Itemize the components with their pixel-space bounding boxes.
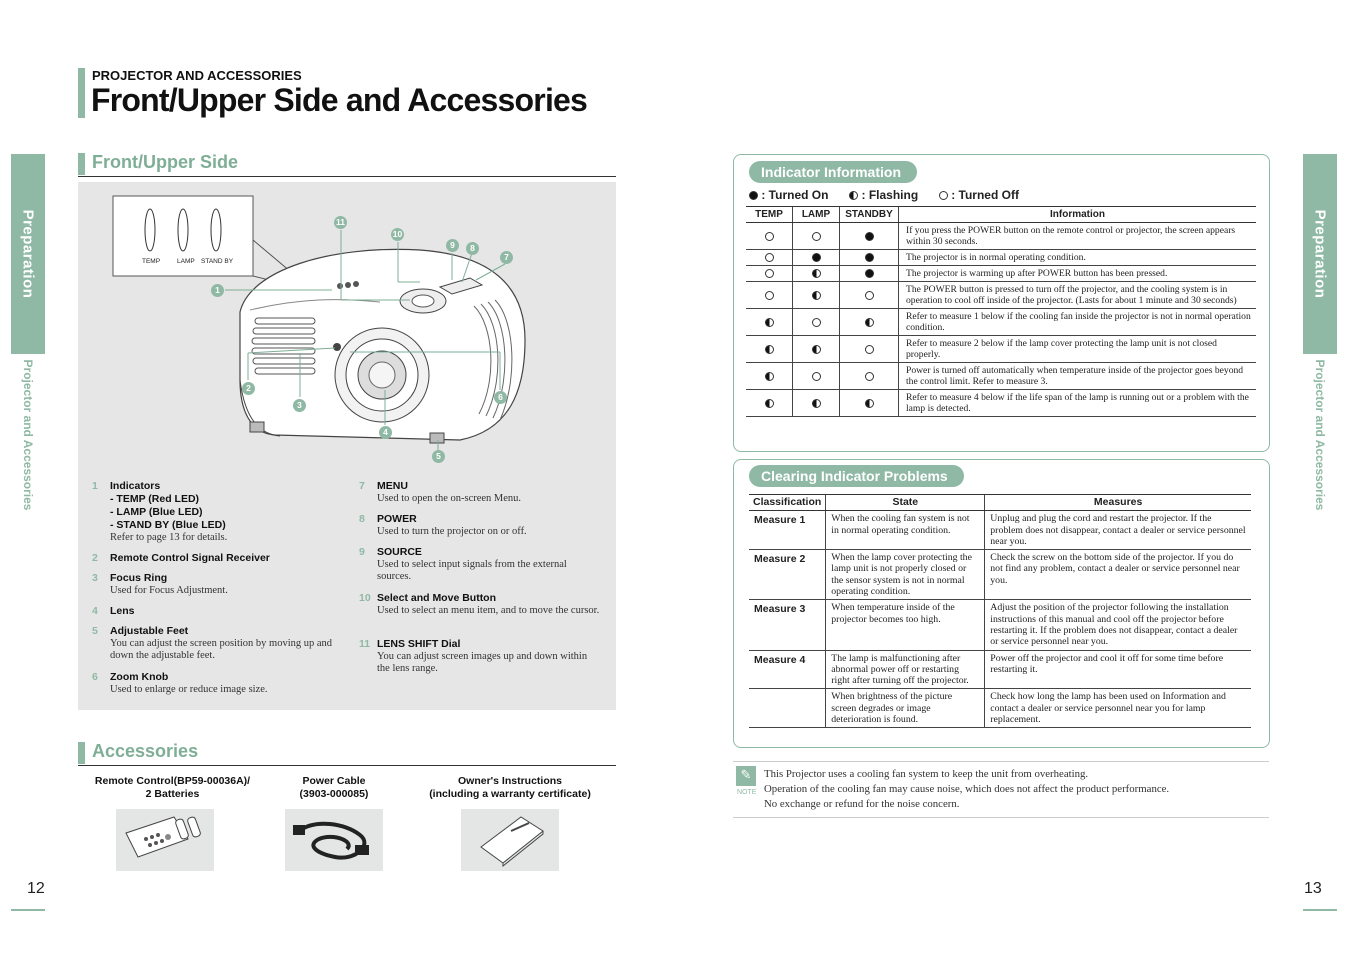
indicator-info: If you press the POWER button on the remote control or projector, the screen appears within 30 seconds. [899, 223, 1257, 250]
side-label-text: Projector and Accessories [21, 359, 35, 511]
clearing-row [749, 511, 1251, 550]
indicator-cell-lamp [793, 223, 840, 250]
part-title: Remote Control Signal Receiver [110, 552, 270, 564]
on-icon [812, 253, 821, 262]
indicator-info: Power is turned off automatically when temperature inside of the projector goes beyond the control limit. Refer to measure 3. [899, 363, 1257, 390]
callout-3: 3 [293, 399, 306, 412]
classification-cell: Measure 3 [749, 600, 826, 650]
indicator-cell-temp [746, 250, 793, 266]
indicator-info: The projector is warming up after POWER button has been pressed. [899, 266, 1257, 282]
callout-6: 6 [494, 391, 507, 404]
indicator-cell-temp [746, 309, 793, 336]
indicator-row [746, 336, 1256, 363]
part-3 [92, 572, 342, 600]
part-title: Indicators [110, 480, 161, 492]
flash-icon [865, 318, 874, 327]
indicator-heading: Indicator Information [749, 161, 917, 183]
flash-icon [765, 399, 774, 408]
indicator-info: Refer to measure 2 below if the lamp cover protecting the lamp unit is not closed properly. [899, 336, 1257, 363]
note-bottom-rule [733, 817, 1269, 818]
accessories-heading-bar [78, 742, 85, 764]
accessory-label-remote [85, 775, 260, 801]
indicator-cell-standby [840, 266, 899, 282]
on-icon [865, 253, 874, 262]
header-measures: Measures [985, 495, 1251, 511]
clearing-row [749, 550, 1251, 600]
callout-7: 7 [500, 251, 513, 264]
indicator-cell-standby [840, 250, 899, 266]
header-standby: STANDBY [840, 207, 899, 223]
classification-cell: Measure 1 [749, 511, 826, 550]
part-title: POWER [377, 513, 417, 525]
indicator-header-row [746, 207, 1256, 223]
part-title: LENS SHIFT Dial [377, 638, 461, 650]
clearing-table [749, 494, 1251, 728]
accessory-name: Remote Control(BP59-00036A)/ [94, 775, 251, 787]
part-number: 11 [359, 638, 371, 650]
header-information: Information [899, 207, 1257, 223]
on-icon [865, 269, 874, 278]
callout-4: 4 [379, 426, 392, 439]
callout-5: 5 [432, 450, 445, 463]
off-icon [939, 191, 948, 200]
part-number: 9 [359, 546, 365, 558]
indicator-row [746, 223, 1256, 250]
header-state: State [826, 495, 985, 511]
temp-led-icon [145, 209, 155, 251]
front-heading: Front/Upper Side [92, 152, 239, 172]
part-number: 3 [92, 572, 98, 584]
off-icon [812, 318, 821, 327]
title-bar [78, 68, 85, 118]
note-top-rule [733, 761, 1269, 762]
indicator-legend [749, 188, 1019, 202]
flash-icon [765, 372, 774, 381]
receiver-icon [333, 343, 341, 351]
part-desc: You can adjust the screen position by moving up and down the adjustable feet. [110, 638, 333, 661]
part-number: 8 [359, 513, 365, 525]
legend-on: : Turned On [761, 188, 829, 202]
flash-icon [812, 345, 821, 354]
part-title: Focus Ring [110, 572, 168, 584]
led-label-standby: STAND BY [201, 258, 234, 265]
part-number: 7 [359, 480, 365, 492]
part-1 [92, 480, 342, 550]
projector-diagram [100, 190, 540, 470]
indicator-info: Refer to measure 4 below if the life span of the lamp is running out or a problem with the lamp is detected. [899, 390, 1257, 417]
indicator-row [746, 250, 1256, 266]
part-9 [359, 546, 604, 586]
indicator-cell-standby [840, 363, 899, 390]
accessory-detail: (3903-000085) [299, 788, 369, 800]
part-title: MENU [377, 480, 408, 492]
part-subline: - TEMP (Red LED) [110, 493, 200, 505]
legend-flash: : Flashing [861, 188, 919, 202]
part-8 [359, 513, 604, 541]
indicator-cell-temp [746, 390, 793, 417]
indicator-cell-lamp [793, 250, 840, 266]
part-number: 10 [359, 592, 371, 604]
side-tab-left [11, 154, 45, 354]
indicator-cell-temp [746, 266, 793, 282]
part-4 [92, 605, 342, 619]
off-icon [765, 232, 774, 241]
indicator-cell-standby [840, 336, 899, 363]
callout-2: 2 [242, 382, 255, 395]
part-7 [359, 480, 604, 508]
part-desc: Used to turn the projector on or off. [377, 526, 527, 537]
clearing-heading: Clearing Indicator Problems [749, 465, 964, 487]
indicator-cell-lamp [793, 282, 840, 309]
off-icon [765, 269, 774, 278]
clearing-row [749, 600, 1251, 650]
on-icon [749, 191, 758, 200]
state-cell: When temperature inside of the projector becomes too high. [826, 600, 985, 650]
off-icon [765, 253, 774, 262]
part-11 [359, 638, 604, 678]
part-desc: Used to select input signals from the external sources. [377, 559, 567, 582]
accessory-detail: 2 Batteries [145, 788, 200, 800]
part-desc: Refer to page 13 for details. [110, 532, 228, 543]
legend-off: : Turned Off [951, 188, 1019, 202]
flash-icon [812, 399, 821, 408]
part-number: 5 [92, 625, 98, 637]
part-2 [92, 552, 342, 566]
side-label-text: Projector and Accessories [1313, 359, 1327, 511]
callout-11: 11 [336, 217, 345, 227]
lamp-led-icon [178, 209, 188, 251]
part-desc: You can adjust screen images up and down within the lens range. [377, 651, 588, 674]
note-text [764, 767, 1169, 812]
note-line: This Projector uses a cooling fan system to keep the unit from overheating. [764, 768, 1089, 780]
measure-cell: Adjust the position of the projector following the installation instructions of this manual and cool off the projector before restarting it. If the problem does not disappear, contact a dealer or service personnel near you. [985, 600, 1251, 650]
clearing-row [749, 650, 1251, 689]
indicator-cell-standby [840, 223, 899, 250]
side-tab-right [1303, 154, 1337, 354]
part-desc: Used to select an menu item, and to move the cursor. [377, 605, 600, 616]
page-number-right: 13 [1304, 880, 1322, 897]
indicator-cell-temp [746, 282, 793, 309]
part-5 [92, 625, 342, 665]
page-number-rule [11, 909, 45, 911]
accessory-name: Power Cable [302, 775, 366, 787]
on-icon [865, 232, 874, 241]
indicator-info: Refer to measure 1 below if the cooling fan inside the projector is not in normal operation condition. [899, 309, 1257, 336]
standby-led-icon [211, 209, 221, 251]
part-title: Zoom Knob [110, 671, 169, 683]
page-title: Front/Upper Side and Accessories [91, 82, 588, 118]
flash-icon [765, 318, 774, 327]
accessory-detail: (including a warranty certificate) [429, 788, 591, 800]
off-icon [865, 345, 874, 354]
flash-icon [849, 191, 858, 200]
accessory-label-manual [420, 775, 600, 801]
part-number: 4 [92, 605, 98, 617]
classification-cell: Measure 4 [749, 650, 826, 689]
header-classification: Classification [749, 495, 826, 511]
part-desc: Used for Focus Adjustment. [110, 585, 228, 596]
indicator-cell-temp [746, 223, 793, 250]
flash-icon [865, 399, 874, 408]
indicator-cell-standby [840, 390, 899, 417]
flash-icon [812, 269, 821, 278]
accessory-name: Owner's Instructions [457, 775, 562, 787]
accessories-heading: Accessories [92, 741, 199, 761]
part-title: Lens [110, 605, 135, 617]
accessory-label-cable [270, 775, 398, 801]
indicator-cell-standby [840, 282, 899, 309]
indicator-info: The projector is in normal operating condition. [899, 250, 1257, 266]
callout-10: 10 [392, 229, 403, 239]
indicator-cell-lamp [793, 336, 840, 363]
off-icon [812, 372, 821, 381]
measure-cell: Unplug and plug the cord and restart the projector. If the problem does not disappear, contact a dealer or service personnel near you. [985, 511, 1251, 550]
clearing-header-row [749, 495, 1251, 511]
indicator-row [746, 363, 1256, 390]
indicator-cell-lamp [793, 363, 840, 390]
led-label-temp: TEMP [142, 258, 161, 265]
callout-1: 1 [211, 284, 224, 297]
state-cell: When the lamp cover protecting the lamp unit is not properly closed or the sensor system is not in normal operating condition. [826, 550, 985, 600]
remote-control-image [116, 809, 214, 871]
side-tab-label: Preparation [19, 209, 37, 299]
accessories-rule [78, 765, 616, 766]
off-icon [865, 291, 874, 300]
indicator-cell-lamp [793, 390, 840, 417]
part-number: 6 [92, 671, 98, 683]
callout-8: 8 [466, 242, 479, 255]
measure-cell: Check the screw on the bottom side of the projector. If you do not find any problem, contact a dealer or service personnel near you. [985, 550, 1251, 600]
state-cell: When brightness of the picture screen degrades or image deterioration is found. [826, 689, 985, 728]
indicator-row [746, 309, 1256, 336]
section-label: PROJECTOR AND ACCESSORIES [92, 68, 302, 83]
indicator-cell-temp [746, 336, 793, 363]
callout-9: 9 [446, 239, 459, 252]
indicator-row [746, 266, 1256, 282]
clearing-row [749, 689, 1251, 728]
off-icon [812, 232, 821, 241]
indicator-cell-lamp [793, 266, 840, 282]
part-subline: - LAMP (Blue LED) [110, 506, 203, 518]
part-title: Adjustable Feet [110, 625, 189, 637]
note-icon: ✎ [736, 766, 756, 786]
measure-cell: Check how long the lamp has been used on Information and contact a dealer or service personnel near you for lamp replacement. [985, 689, 1251, 728]
side-tab-label: Preparation [1311, 209, 1329, 299]
part-subline: - STAND BY (Blue LED) [110, 519, 226, 531]
manual-image [461, 809, 559, 871]
part-desc: Used to enlarge or reduce image size. [110, 684, 268, 695]
indicator-cell-temp [746, 363, 793, 390]
part-10 [359, 592, 604, 632]
part-number: 2 [92, 552, 98, 564]
side-label-left [11, 350, 45, 520]
indicator-table [746, 206, 1256, 417]
led-label-lamp: LAMP [177, 258, 195, 265]
part-title: SOURCE [377, 546, 422, 558]
part-6 [92, 671, 342, 699]
off-icon [865, 372, 874, 381]
header-temp: TEMP [746, 207, 793, 223]
indicator-info: The POWER button is pressed to turn off the projector, and the cooling system is in operation to cool off inside of the projector. (Lasts for about 1 minute and 30 seconds) [899, 282, 1257, 309]
flash-icon [812, 291, 821, 300]
flash-icon [765, 345, 774, 354]
note-line: No exchange or refund for the noise concern. [764, 798, 960, 810]
part-desc: Used to open the on-screen Menu. [377, 493, 522, 504]
side-label-right [1303, 350, 1337, 520]
front-heading-bar [78, 153, 85, 175]
front-heading-rule [78, 176, 616, 177]
indicator-row [746, 282, 1256, 309]
power-cable-image [285, 809, 383, 871]
part-number: 1 [92, 480, 98, 492]
indicator-cell-standby [840, 309, 899, 336]
state-cell: The lamp is malfunctioning after abnormal power off or restarting right after turning off the projector. [826, 650, 985, 689]
page-number-left: 12 [27, 880, 45, 897]
classification-cell [749, 689, 826, 728]
off-icon [765, 291, 774, 300]
part-title: Select and Move Button [377, 592, 497, 604]
page-number-rule [1303, 909, 1337, 911]
classification-cell: Measure 2 [749, 550, 826, 600]
indicator-cell-lamp [793, 309, 840, 336]
note-line: Operation of the cooling fan may cause noise, which does not affect the product performance. [764, 783, 1170, 795]
header-lamp: LAMP [793, 207, 840, 223]
measure-cell: Power off the projector and cool it off for some time before restarting it. [985, 650, 1251, 689]
state-cell: When the cooling fan system is not in normal operating condition. [826, 511, 985, 550]
indicator-row [746, 390, 1256, 417]
note-label: NOTE [737, 789, 757, 796]
